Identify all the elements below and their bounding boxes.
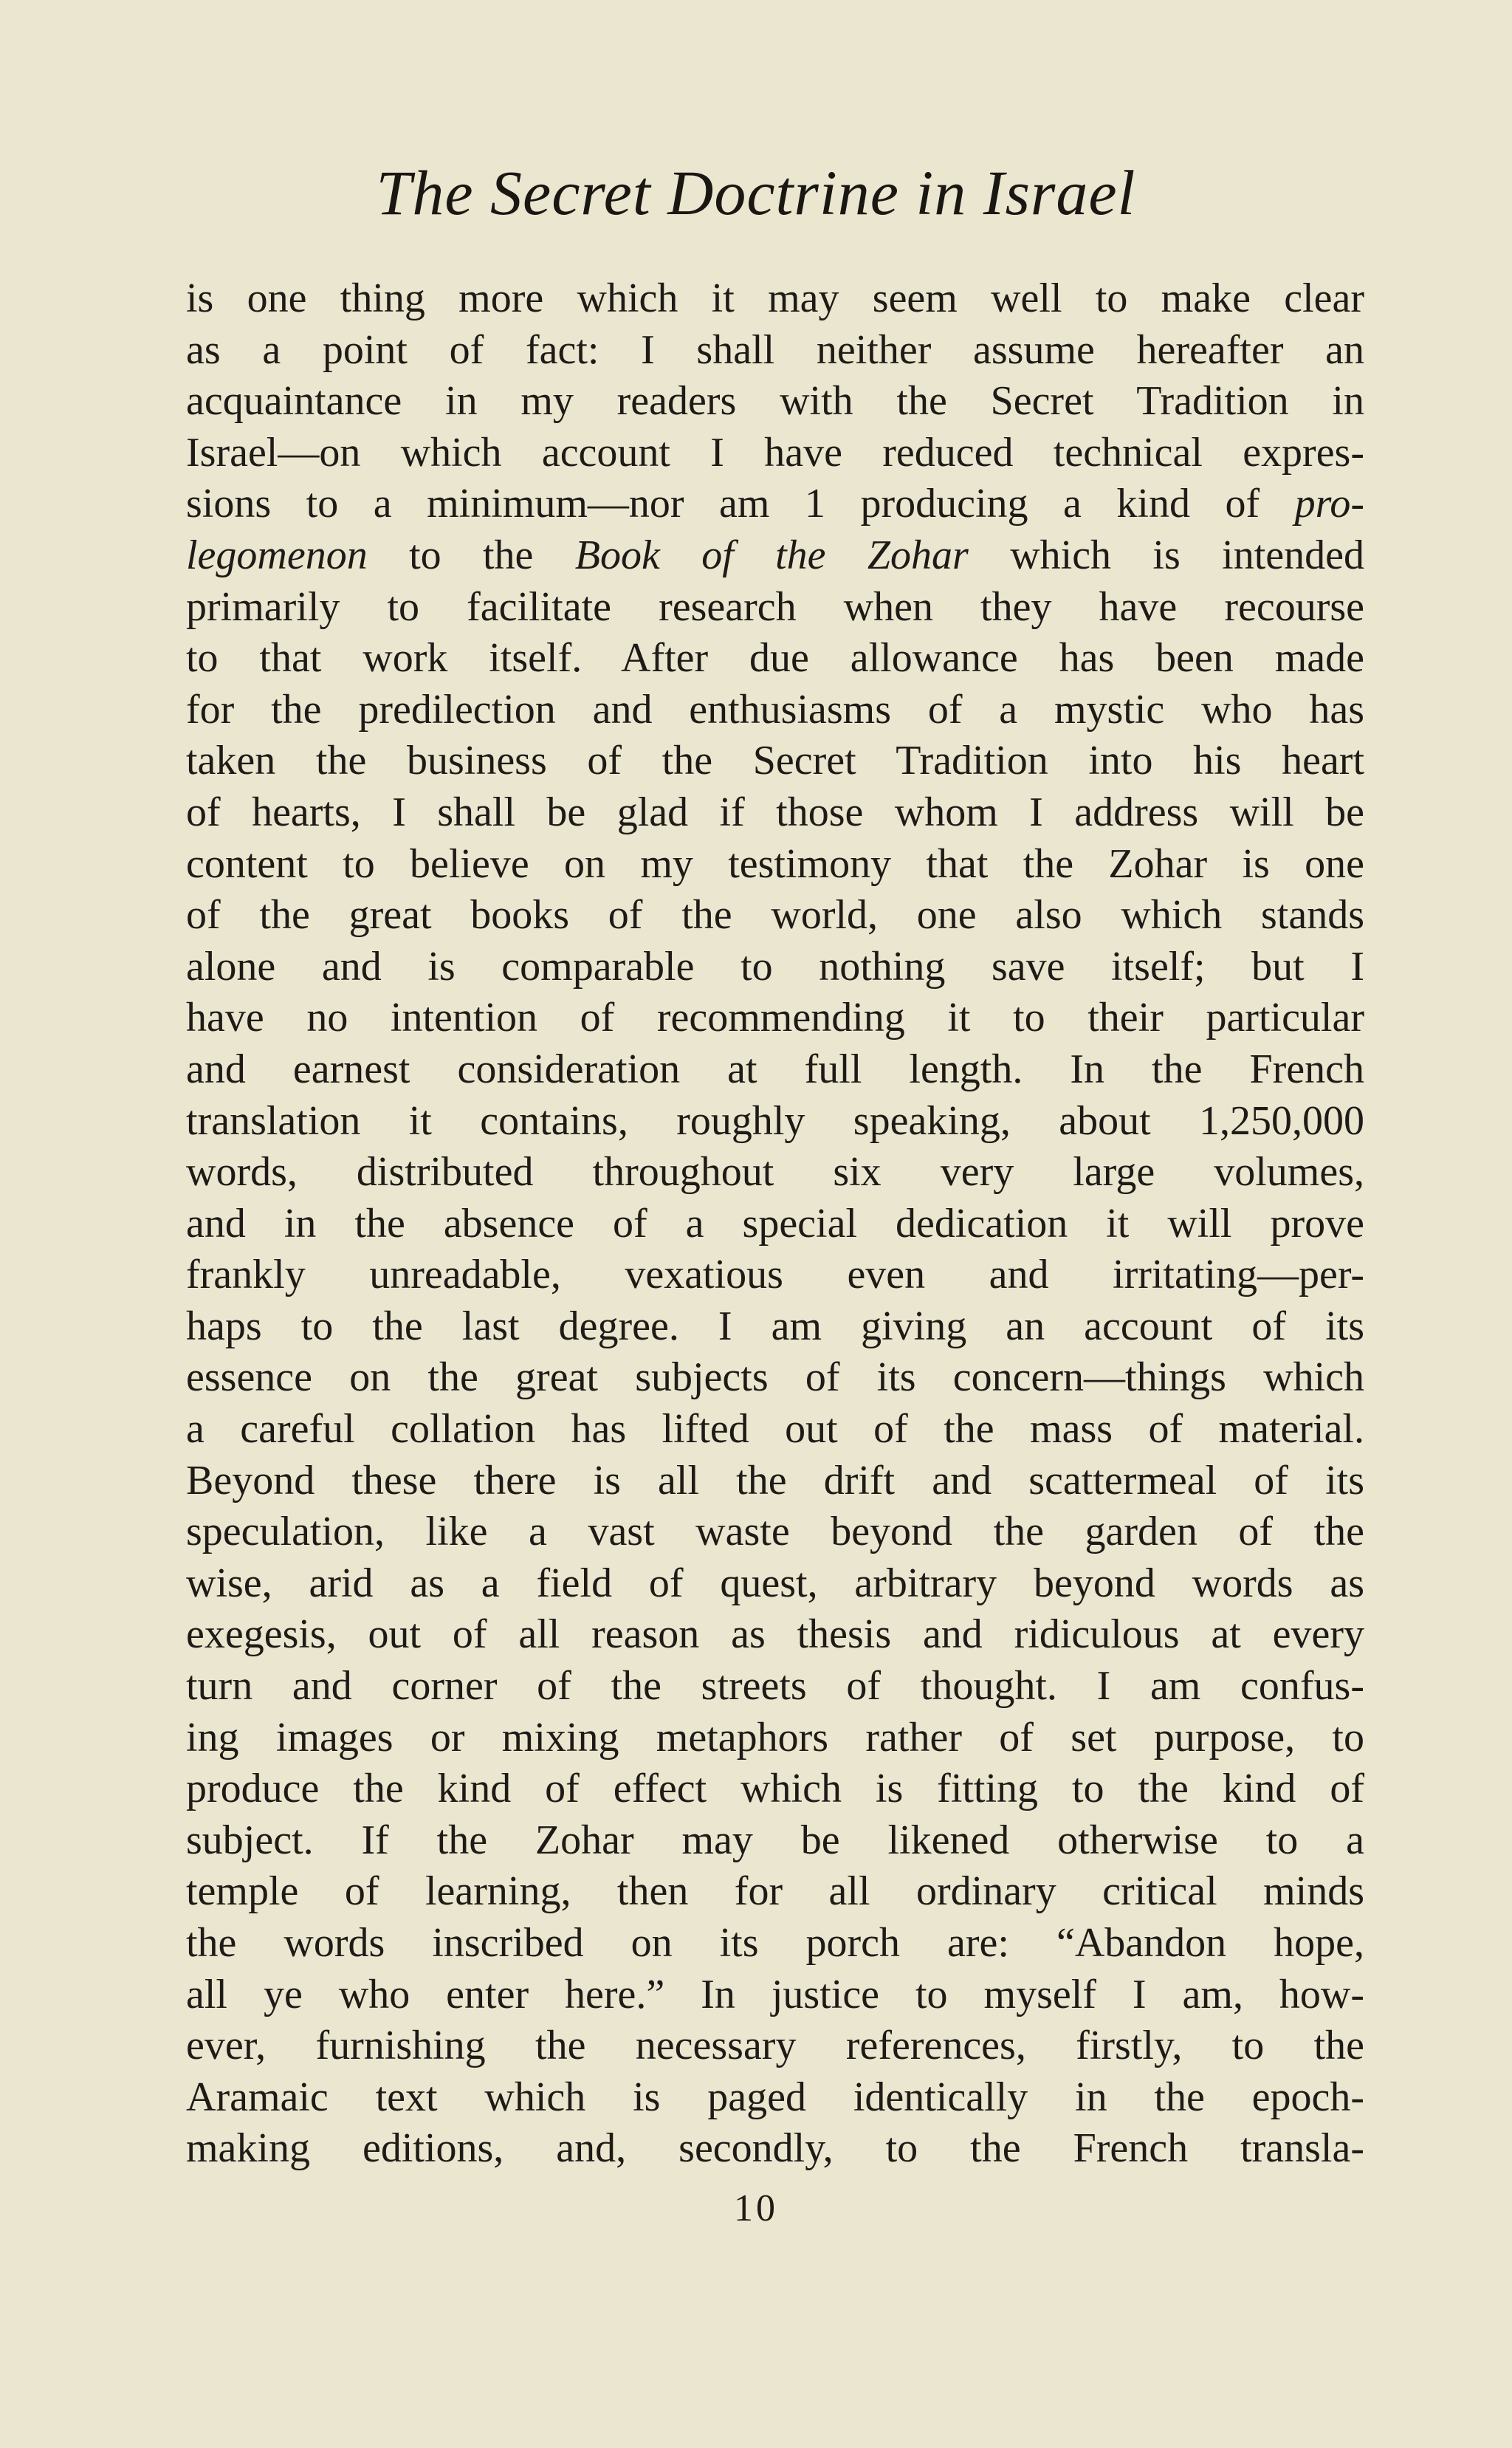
running-head: The Secret Doctrine in Israel	[376, 157, 1136, 228]
text-line: a careful collation has lifted out of the mass of material.	[186, 1406, 1364, 1453]
text-line: primarily to facilitate research when they have recourse	[186, 583, 1364, 630]
text-line: frankly unreadable, vexatious even and irritating—per-	[186, 1252, 1364, 1298]
text-line: have no intention of recommending it to their particular	[186, 995, 1364, 1041]
text-line: and earnest consideration at full length. In the French	[186, 1046, 1364, 1092]
text-line: to that work itself. After due allowance has been made	[186, 635, 1364, 682]
text-line: is one thing more which it may seem well to make clear	[186, 275, 1364, 321]
text-segment: which is intended	[968, 532, 1364, 578]
text-line	[186, 530, 1364, 582]
text-line: turn and corner of the streets of thought. I am confus-	[186, 1663, 1364, 1710]
text-line: translation it contains, roughly speaking, about 1,250,000	[186, 1097, 1364, 1144]
text-line: ever, furnishing the necessary references, firstly, to the	[186, 2023, 1364, 2069]
text-line: taken the business of the Secret Tradition into his heart	[186, 738, 1364, 784]
page-number: 10	[734, 2187, 778, 2229]
text-line: all ye who enter here.” In justice to myself I am, how-	[186, 1971, 1364, 2017]
text-line: of the great books of the world, one also which stands	[186, 892, 1364, 939]
italic-phrase: Book of the Zohar	[574, 532, 969, 578]
text-line: for the predilection and enthusiasms of a mystic who has	[186, 686, 1364, 733]
text-line: Beyond these there is all the drift and scattermeal of its	[186, 1457, 1364, 1504]
text-line: alone and is comparable to nothing save itself; but I	[186, 943, 1364, 990]
italic-phrase: legomenon	[186, 532, 368, 578]
text-line: content to believe on my testimony that the Zohar is one	[186, 840, 1364, 887]
text-line: subject. If the Zohar may be likened otherwise to a	[186, 1817, 1364, 1863]
text-line: speculation, like a vast waste beyond the garden of the	[186, 1509, 1364, 1555]
text-segment: to the	[367, 532, 575, 578]
text-line: and in the absence of a special dedication it will prove	[186, 1200, 1364, 1247]
text-line: the words inscribed on its porch are: “Abandon hope,	[186, 1920, 1364, 1966]
text-line: wise, arid as a field of quest, arbitrary beyond words as	[186, 1560, 1364, 1606]
italic-phrase: pro-	[1294, 481, 1364, 527]
text-line: temple of learning, then for all ordinary critical minds	[186, 1868, 1364, 1915]
text-line: exegesis, out of all reason as thesis and ridiculous at every	[186, 1611, 1364, 1658]
text-line: essence on the great subjects of its concern—things which	[186, 1354, 1364, 1401]
body-text	[186, 273, 1364, 2175]
text-line: making editions, and, secondly, to the French transla-	[186, 2125, 1364, 2172]
text-line: as a point of fact: I shall neither assume hereafter an	[186, 326, 1364, 373]
text-line: Israel—on which account I have reduced technical expres-	[186, 429, 1364, 476]
text-line: of hearts, I shall be glad if those whom I address will be	[186, 789, 1364, 835]
text-line: haps to the last degree. I am giving an account of its	[186, 1303, 1364, 1349]
text-line: Aramaic text which is paged identically in the epoch-	[186, 2074, 1364, 2120]
text-line: acquaintance in my readers with the Secret Tradition in	[186, 378, 1364, 425]
text-line	[186, 479, 1364, 530]
text-segment: sions to a minimum—nor am 1 producing a kind of	[186, 481, 1295, 527]
text-line: produce the kind of effect which is fitting to the kind of	[186, 1766, 1364, 1812]
text-line: words, distributed throughout six very large volumes,	[186, 1149, 1364, 1196]
text-line: ing images or mixing metaphors rather of set purpose, to	[186, 1714, 1364, 1760]
